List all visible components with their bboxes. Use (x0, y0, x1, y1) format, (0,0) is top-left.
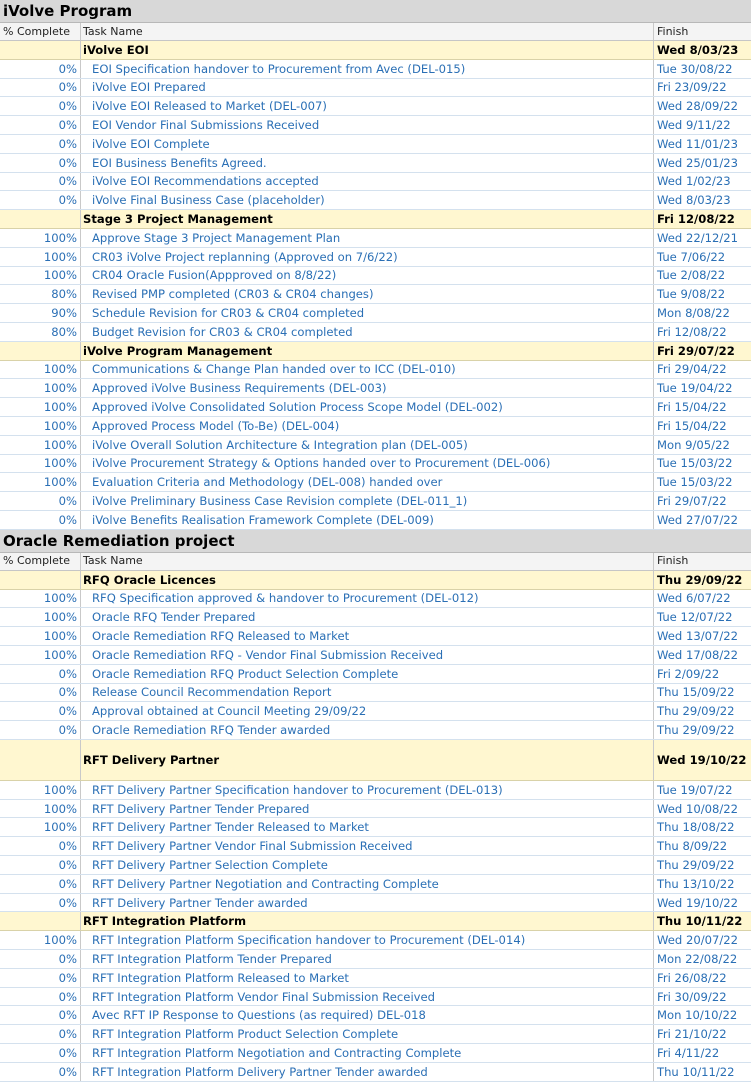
percent-complete-cell (0, 912, 81, 930)
task-name-cell: iVolve EOI Prepared (81, 79, 654, 97)
task-name-cell: Approved Process Model (To-Be) (DEL-004) (81, 417, 654, 435)
task-name-cell: Oracle Remediation RFQ Released to Market (81, 627, 654, 645)
percent-complete-cell: 0% (0, 135, 81, 153)
finish-date-cell: Wed 8/03/23 (657, 42, 739, 57)
task-name-cell: iVolve Final Business Case (placeholder) (81, 191, 654, 209)
task-name-cell: Schedule Revision for CR03 & CR04 completed (81, 304, 654, 322)
summary-task-row[interactable] (0, 912, 751, 931)
finish-date-cell: Thu 29/09/22 (657, 572, 743, 587)
task-row[interactable] (0, 511, 751, 530)
task-row[interactable] (0, 627, 751, 646)
finish-date-cell: Fri 23/09/22 (657, 80, 727, 95)
finish-date-cell: Thu 10/11/22 (657, 914, 743, 929)
percent-complete-cell (0, 210, 81, 228)
percent-complete-cell: 100% (0, 248, 81, 266)
percent-complete-cell: 100% (0, 379, 81, 397)
task-name-cell: iVolve Procurement Strategy & Options handed over to Procurement (DEL-006) (81, 455, 654, 473)
task-row[interactable] (0, 492, 751, 511)
task-name-cell: Revised PMP completed (CR03 & CR04 changes) (81, 285, 654, 303)
finish-date-cell: Wed 20/07/22 (657, 933, 739, 948)
finish-date-cell: Tue 30/08/22 (657, 61, 733, 76)
percent-complete-cell: 80% (0, 285, 81, 303)
task-row[interactable] (0, 116, 751, 135)
finish-date-cell: Mon 9/05/22 (657, 437, 730, 452)
task-row[interactable] (0, 79, 751, 98)
percent-complete-cell: 100% (0, 627, 81, 645)
finish-date-cell: Tue 19/04/22 (657, 381, 733, 396)
task-name-cell: Approved iVolve Business Requirements (DEL-003) (81, 379, 654, 397)
section-title: iVolve Program (0, 0, 751, 23)
task-name-cell: Approved iVolve Consolidated Solution Process Scope Model (DEL-002) (81, 398, 654, 416)
summary-task-row[interactable] (0, 740, 751, 781)
task-name-cell: iVolve Benefits Realisation Framework Complete (DEL-009) (81, 511, 654, 529)
section-1 (0, 530, 751, 1082)
percent-complete-cell (0, 740, 81, 780)
percent-complete-cell: 0% (0, 79, 81, 97)
task-name-cell: iVolve EOI Recommendations accepted (81, 173, 654, 191)
finish-date-cell: Thu 10/11/22 (657, 1064, 735, 1079)
header-finish[interactable]: Finish (657, 554, 689, 568)
task-row[interactable] (0, 398, 751, 417)
percent-complete-cell: 100% (0, 473, 81, 491)
task-name-cell: RFT Integration Platform Specification handover to Procurement (DEL-014) (81, 931, 654, 949)
percent-complete-cell: 0% (0, 191, 81, 209)
percent-complete-cell: 0% (0, 988, 81, 1006)
percent-complete-cell: 100% (0, 267, 81, 285)
percent-complete-cell: 100% (0, 931, 81, 949)
finish-date-cell: Mon 8/08/22 (657, 306, 730, 321)
finish-date-cell: Fri 21/10/22 (657, 1027, 727, 1042)
percent-complete-cell: 0% (0, 1025, 81, 1043)
section-0 (0, 0, 751, 530)
percent-complete-cell: 0% (0, 875, 81, 893)
task-name-cell: Budget Revision for CR03 & CR04 completed (81, 323, 654, 341)
percent-complete-cell: 90% (0, 304, 81, 322)
task-name-cell: RFT Delivery Partner Selection Complete (81, 856, 654, 874)
task-name-cell: RFT Delivery Partner Tender awarded (81, 894, 654, 912)
percent-complete-cell: 100% (0, 417, 81, 435)
percent-complete-cell: 0% (0, 116, 81, 134)
percent-complete-cell: 0% (0, 511, 81, 529)
finish-date-cell: Wed 9/11/22 (657, 118, 731, 133)
header-percent-complete[interactable]: % Complete (0, 23, 81, 40)
percent-complete-cell: 0% (0, 684, 81, 702)
task-name-cell: RFT Integration Platform (81, 912, 654, 930)
finish-date-cell: Fri 2/09/22 (657, 666, 720, 681)
task-name-cell: RFQ Oracle Licences (81, 571, 654, 589)
finish-date-cell: Wed 1/02/23 (657, 174, 731, 189)
column-header-row (0, 23, 751, 41)
percent-complete-cell: 100% (0, 781, 81, 799)
percent-complete-cell: 0% (0, 665, 81, 683)
task-row[interactable] (0, 684, 751, 703)
task-name-cell: iVolve Preliminary Business Case Revision complete (DEL-011_1) (81, 492, 654, 510)
finish-date-cell: Wed 27/07/22 (657, 512, 739, 527)
task-row[interactable] (0, 191, 751, 210)
percent-complete-cell: 100% (0, 800, 81, 818)
task-row[interactable] (0, 229, 751, 248)
task-row[interactable] (0, 1063, 751, 1082)
finish-date-cell: Wed 25/01/23 (657, 155, 739, 170)
task-row[interactable] (0, 702, 751, 721)
percent-complete-cell (0, 41, 81, 59)
finish-date-cell: Thu 13/10/22 (657, 876, 735, 891)
finish-date-cell: Tue 7/06/22 (657, 249, 726, 264)
percent-complete-cell: 0% (0, 1063, 81, 1081)
finish-date-cell: Wed 6/07/22 (657, 591, 731, 606)
finish-date-cell: Wed 19/10/22 (657, 752, 747, 767)
percent-complete-cell: 80% (0, 323, 81, 341)
task-name-cell: RFT Integration Platform Tender Prepared (81, 950, 654, 968)
task-row[interactable] (0, 323, 751, 342)
task-name-cell: Oracle Remediation RFQ - Vendor Final Submission Received (81, 646, 654, 664)
finish-date-cell: Wed 13/07/22 (657, 629, 739, 643)
task-row[interactable] (0, 248, 751, 267)
task-name-cell: RFT Delivery Partner Tender Released to Market (81, 818, 654, 836)
task-name-cell: Oracle RFQ Tender Prepared (81, 608, 654, 626)
finish-date-cell: Thu 29/09/22 (657, 704, 735, 719)
task-row[interactable] (0, 361, 751, 380)
finish-date-cell: Thu 29/09/22 (657, 722, 735, 737)
task-name-cell: Communications & Change Plan handed over to ICC (DEL-010) (81, 361, 654, 379)
task-row[interactable] (0, 646, 751, 665)
task-row[interactable] (0, 1044, 751, 1063)
task-row[interactable] (0, 969, 751, 988)
task-row[interactable] (0, 1006, 751, 1025)
header-percent-complete[interactable]: % Complete (0, 553, 81, 570)
task-row[interactable] (0, 60, 751, 79)
task-name-cell: RFT Delivery Partner (81, 740, 654, 780)
task-name-cell: Oracle Remediation RFQ Tender awarded (81, 721, 654, 739)
percent-complete-cell: 0% (0, 173, 81, 191)
task-row[interactable] (0, 875, 751, 894)
finish-date-cell: Wed 8/03/23 (657, 193, 731, 208)
finish-date-cell: Fri 4/11/22 (657, 1045, 720, 1060)
summary-task-row[interactable] (0, 342, 751, 361)
task-row[interactable] (0, 436, 751, 455)
task-row[interactable] (0, 173, 751, 192)
finish-date-cell: Wed 28/09/22 (657, 99, 739, 114)
task-row[interactable] (0, 417, 751, 436)
task-name-cell: Evaluation Criteria and Methodology (DEL-008) handed over (81, 473, 654, 491)
task-name-cell: iVolve Overall Solution Architecture & Integration plan (DEL-005) (81, 436, 654, 454)
percent-complete-cell: 0% (0, 492, 81, 510)
percent-complete-cell: 100% (0, 361, 81, 379)
finish-date-cell: Tue 2/08/22 (657, 268, 726, 283)
percent-complete-cell: 100% (0, 818, 81, 836)
finish-date-cell: Fri 26/08/22 (657, 970, 727, 985)
finish-date-cell: Fri 15/04/22 (657, 400, 727, 415)
task-row[interactable] (0, 473, 751, 492)
finish-date-cell: Wed 11/01/23 (657, 136, 739, 151)
task-name-cell: RFT Integration Platform Vendor Final Submission Received (81, 988, 654, 1006)
task-row[interactable] (0, 837, 751, 856)
summary-task-row[interactable] (0, 571, 751, 590)
header-task-name[interactable]: Task Name (81, 553, 654, 570)
task-name-cell: RFT Delivery Partner Vendor Final Submission Received (81, 837, 654, 855)
section-title: Oracle Remediation project (0, 530, 751, 553)
finish-date-cell: Fri 29/04/22 (657, 362, 727, 377)
percent-complete-cell: 0% (0, 154, 81, 172)
summary-task-row[interactable] (0, 210, 751, 229)
finish-date-cell: Mon 22/08/22 (657, 951, 738, 966)
finish-date-cell: Fri 12/08/22 (657, 212, 735, 227)
task-row[interactable] (0, 818, 751, 837)
task-name-cell: Release Council Recommendation Report (81, 684, 654, 702)
percent-complete-cell: 100% (0, 608, 81, 626)
task-name-cell: iVolve EOI Released to Market (DEL-007) (81, 97, 654, 115)
task-row[interactable] (0, 135, 751, 154)
finish-date-cell: Fri 29/07/22 (657, 343, 735, 358)
task-row[interactable] (0, 950, 751, 969)
finish-date-cell: Fri 12/08/22 (657, 324, 727, 339)
task-name-cell: RFT Delivery Partner Negotiation and Contracting Complete (81, 875, 654, 893)
task-name-cell: Oracle Remediation RFQ Product Selection Complete (81, 665, 654, 683)
task-row[interactable] (0, 781, 751, 800)
finish-date-cell: Tue 15/03/22 (657, 456, 733, 471)
finish-date-cell: Tue 19/07/22 (657, 782, 733, 797)
finish-date-cell: Wed 10/08/22 (657, 801, 739, 816)
task-name-cell: RFT Delivery Partner Tender Prepared (81, 800, 654, 818)
task-row[interactable] (0, 856, 751, 875)
task-row[interactable] (0, 1025, 751, 1044)
percent-complete-cell: 100% (0, 455, 81, 473)
column-header-row (0, 553, 751, 571)
finish-date-cell: Fri 29/07/22 (657, 494, 727, 509)
percent-complete-cell: 0% (0, 856, 81, 874)
percent-complete-cell: 100% (0, 646, 81, 664)
task-row[interactable] (0, 894, 751, 913)
task-row[interactable] (0, 665, 751, 684)
task-name-cell: RFT Delivery Partner Specification handover to Procurement (DEL-013) (81, 781, 654, 799)
task-name-cell: RFQ Specification approved & handover to Procurement (DEL-012) (81, 590, 654, 608)
percent-complete-cell: 0% (0, 1044, 81, 1062)
percent-complete-cell: 0% (0, 721, 81, 739)
task-row[interactable] (0, 97, 751, 116)
percent-complete-cell: 100% (0, 229, 81, 247)
task-row[interactable] (0, 154, 751, 173)
percent-complete-cell: 100% (0, 436, 81, 454)
finish-date-cell: Wed 19/10/22 (657, 895, 739, 910)
percent-complete-cell: 0% (0, 950, 81, 968)
percent-complete-cell: 0% (0, 60, 81, 78)
task-row[interactable] (0, 455, 751, 474)
task-row[interactable] (0, 988, 751, 1007)
task-name-cell: Approval obtained at Council Meeting 29/09/22 (81, 702, 654, 720)
percent-complete-cell: 0% (0, 837, 81, 855)
task-name-cell: RFT Integration Platform Delivery Partner Tender awarded (81, 1063, 654, 1081)
task-name-cell: iVolve EOI (81, 41, 654, 59)
task-row[interactable] (0, 608, 751, 627)
task-row[interactable] (0, 721, 751, 740)
finish-date-cell: Tue 9/08/22 (657, 287, 726, 302)
task-row[interactable] (0, 267, 751, 286)
task-name-cell: Avec RFT IP Response to Questions (as required) DEL-018 (81, 1006, 654, 1024)
task-name-cell: EOI Specification handover to Procurement from Avec (DEL-015) (81, 60, 654, 78)
task-row[interactable] (0, 800, 751, 819)
finish-date-cell: Tue 15/03/22 (657, 475, 733, 490)
finish-date-cell: Wed 17/08/22 (657, 647, 739, 662)
task-name-cell: RFT Integration Platform Negotiation and Contracting Complete (81, 1044, 654, 1062)
finish-date-cell: Fri 30/09/22 (657, 989, 727, 1004)
percent-complete-cell: 0% (0, 97, 81, 115)
task-name-cell: CR04 Oracle Fusion(Appproved on 8/8/22) (81, 267, 654, 285)
finish-date-cell: Thu 18/08/22 (657, 820, 735, 835)
task-row[interactable] (0, 379, 751, 398)
task-row[interactable] (0, 304, 751, 323)
percent-complete-cell: 100% (0, 590, 81, 608)
task-name-cell: EOI Business Benefits Agreed. (81, 154, 654, 172)
percent-complete-cell: 0% (0, 894, 81, 912)
task-row[interactable] (0, 931, 751, 950)
finish-date-cell: Mon 10/10/22 (657, 1008, 738, 1023)
finish-date-cell: Thu 15/09/22 (657, 685, 735, 700)
task-name-cell: RFT Integration Platform Released to Market (81, 969, 654, 987)
percent-complete-cell: 100% (0, 398, 81, 416)
task-name-cell: EOI Vendor Final Submissions Received (81, 116, 654, 134)
finish-date-cell: Thu 29/09/22 (657, 857, 735, 872)
percent-complete-cell: 0% (0, 702, 81, 720)
finish-date-cell: Fri 15/04/22 (657, 418, 727, 433)
finish-date-cell: Tue 12/07/22 (657, 610, 733, 625)
finish-date-cell: Thu 8/09/22 (657, 839, 728, 854)
task-row[interactable] (0, 285, 751, 304)
task-name-cell: Approve Stage 3 Project Management Plan (81, 229, 654, 247)
percent-complete-cell (0, 342, 81, 360)
percent-complete-cell: 0% (0, 1006, 81, 1024)
task-name-cell: RFT Integration Platform Product Selection Complete (81, 1025, 654, 1043)
percent-complete-cell (0, 571, 81, 589)
header-task-name[interactable]: Task Name (81, 23, 654, 40)
task-name-cell: iVolve Program Management (81, 342, 654, 360)
percent-complete-cell: 0% (0, 969, 81, 987)
task-name-cell: CR03 iVolve Project replanning (Approved on 7/6/22) (81, 248, 654, 266)
header-finish[interactable]: Finish (657, 24, 689, 38)
finish-date-cell: Wed 22/12/21 (657, 230, 739, 245)
summary-task-row[interactable] (0, 41, 751, 60)
task-row[interactable] (0, 590, 751, 609)
task-name-cell: Stage 3 Project Management (81, 210, 654, 228)
task-name-cell: iVolve EOI Complete (81, 135, 654, 153)
